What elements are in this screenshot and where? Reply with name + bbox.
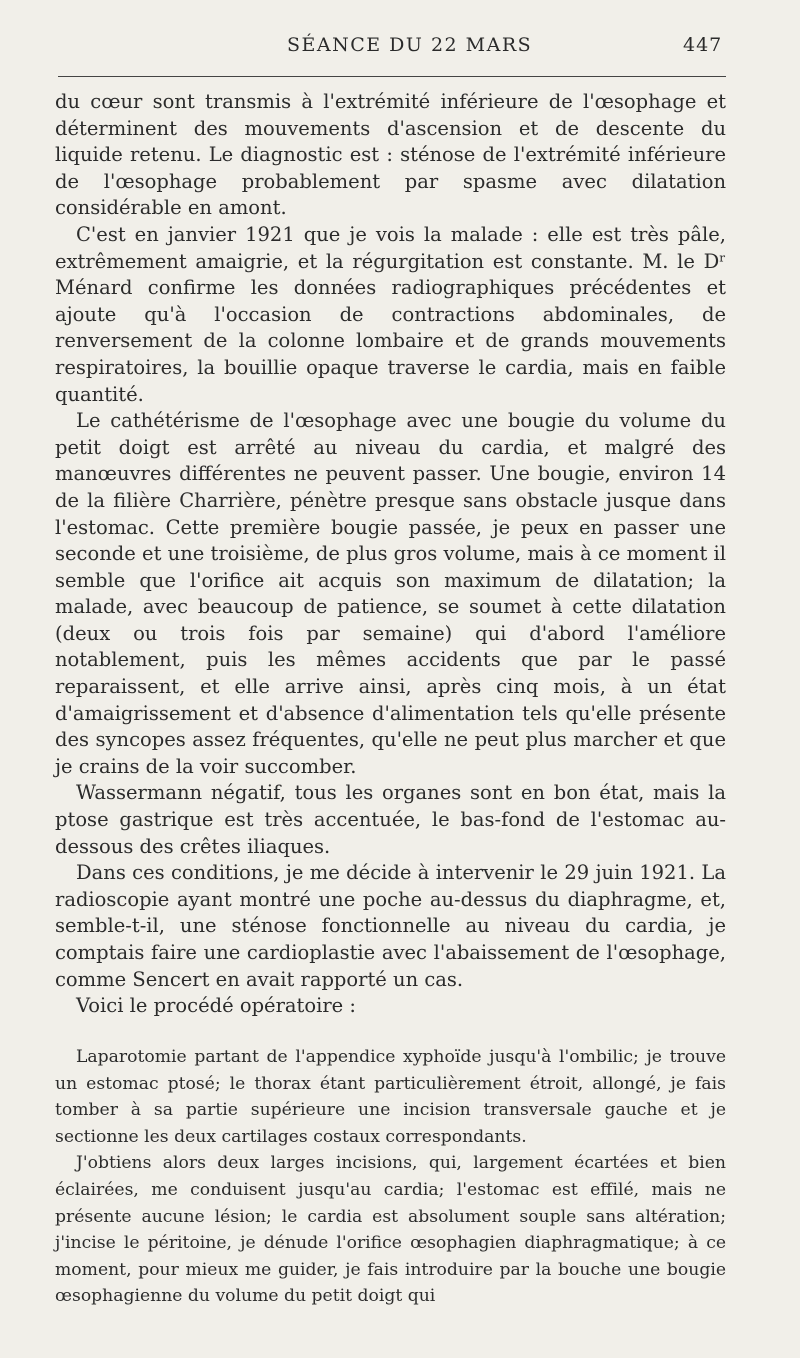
- paragraph: Wassermann négatif, tous les organes sont en bon état, mais la ptose gastrique est très accentuée, le bas-fond de l'estomac au-dessous des crêtes iliaques.: [55, 781, 726, 858]
- paragraph: C'est en janvier 1921 que je vois la malade : elle est très pâle, extrêmement amaigrie, et la régurgitation est constante. M. le Dʳ Ménard confirme les données radiographiques précédentes et ajoute qu'à l'occasion de contractions abdominales, de renversement de la colonne lombaire et de grands mouvements respiratoires, la bouillie opaque traverse le cardia, mais en faible quantité.: [55, 222, 726, 406]
- paragraph: Dans ces conditions, je me décide à intervenir le 29 juin 1921. La radioscopie ayant montré une poche au-dessus du diaphragme, et, semble-t-il, une sténose fonctionnelle au niveau du cardia, je comptais faire une cardioplastie avec l'abaissement de l'œsophage, comme Sencert en avait rapporté un cas.: [55, 861, 726, 991]
- page-header: [0, 34, 800, 58]
- header-rule: [58, 76, 726, 77]
- paragraph: du cœur sont transmis à l'extrémité inférieure de l'œsophage et déterminent des mouvements d'ascension et de descente du liquide retenu. Le diagnostic est : sténose de l'extrémité inférieure de l'œsophage probablement par spasme avec dilatation considérable en amont.: [55, 90, 726, 220]
- running-title: SÉANCE DU 22 MARS: [287, 34, 533, 56]
- small-paragraph: Laparotomie partant de l'appendice xyphoïde jusqu'à l'ombilic; je trouve un estomac ptosé; le thorax étant particulièrement étroit, allongé, je fais tomber à sa partie supérieure une incision transversale gauche et je sectionne les deux cartilages costaux correspondants.: [55, 1047, 726, 1147]
- small-paragraph: J'obtiens alors deux larges incisions, qui, largement écartées et bien éclairées, me conduisent jusqu'au cardia; l'estomac est effilé, mais ne présente aucune lésion; le cardia est absolument souple sans altération; j'incise le péritoine, je dénude l'orifice œsophagien diaphragmatique; à ce moment, pour mieux me guider, je fais introduire par la bouche une bougie œsophagienne du volume du petit doigt qui: [55, 1153, 726, 1307]
- page-number: 447: [683, 34, 723, 56]
- main-text: [55, 89, 726, 1020]
- paragraph: Voici le procédé opératoire :: [76, 994, 356, 1018]
- paragraph: Le cathétérisme de l'œsophage avec une bougie du volume du petit doigt est arrêté au niveau du cardia, et malgré des manœuvres différentes ne peuvent passer. Une bougie, environ 14 de la filière Charrière, pénètre presque sans obstacle jusque dans l'estomac. Cette première bougie passée, je peux en passer une seconde et une troisième, de plus gros volume, mais à ce moment il semble que l'orifice ait acquis son maximum de dilatation; la malade, avec beaucoup de patience, se soumet à cette dilatation (deux ou trois fois par semaine) qui d'abord l'améliore notablement, puis les mêmes accidents que par le passé reparaissent, et elle arrive ainsi, après cinq mois, à un état d'amaigrissement et d'absence d'alimentation tels qu'elle présente des syncopes assez fréquentes, qu'elle ne peut plus marcher et que je crains de la voir succomber.: [55, 409, 726, 778]
- operative-procedure-text: [55, 1044, 726, 1310]
